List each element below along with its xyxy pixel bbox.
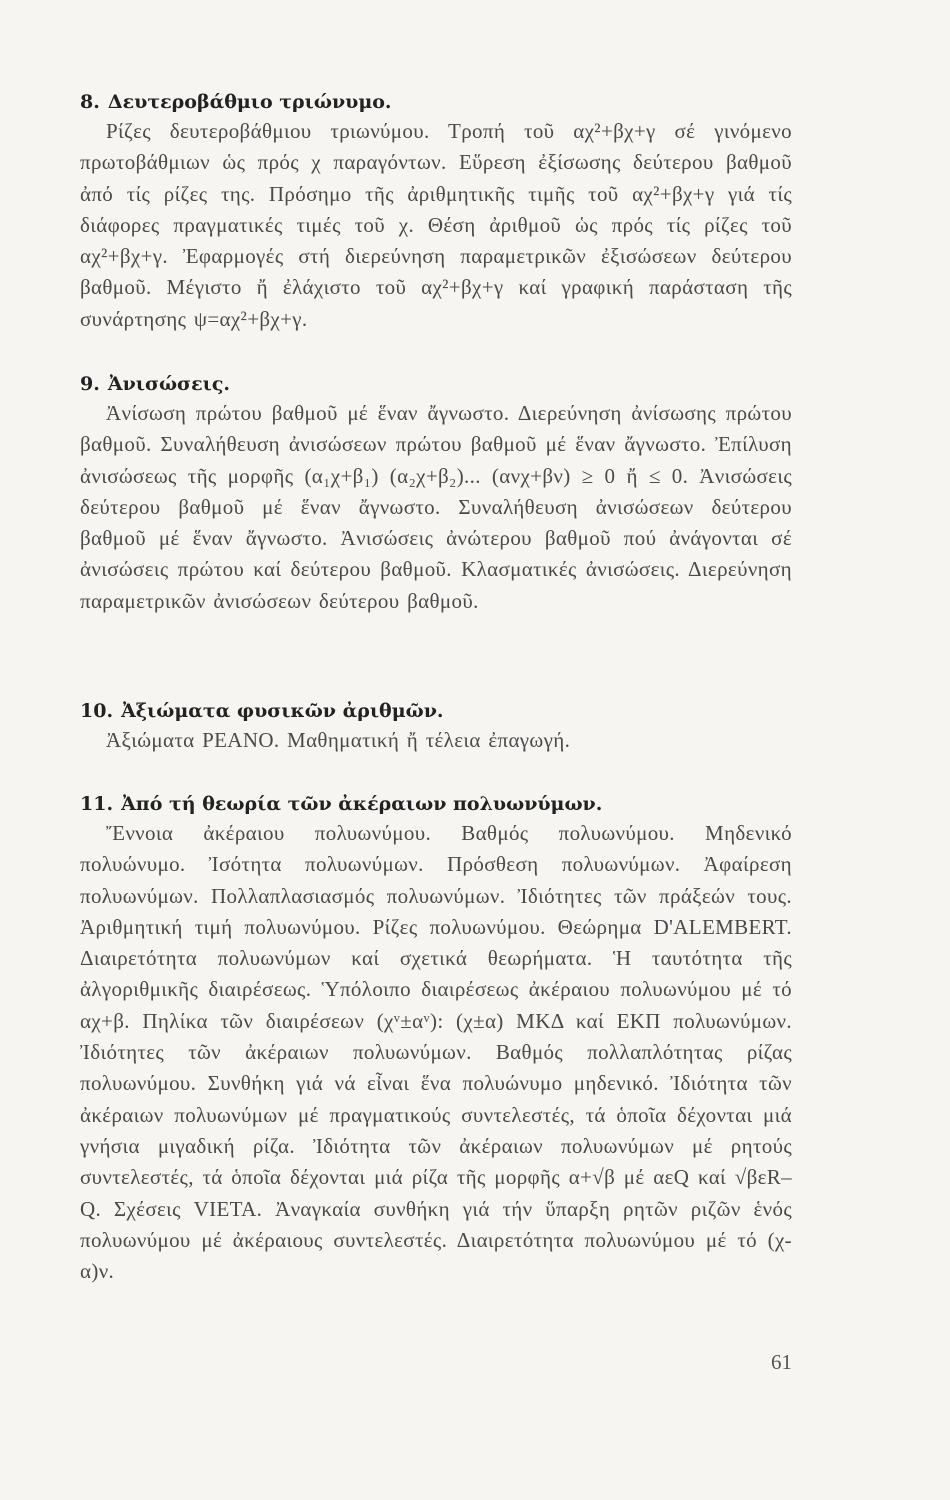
section-body: Ἀξιώματα PEANO. Μαθηματική ἤ τέλεια ἐπαγωγή.: [106, 728, 571, 752]
section-title: Ἀνισώσεις.: [107, 373, 230, 395]
section-10: [80, 697, 792, 756]
section-number: 9.: [80, 373, 100, 395]
section-heading: [80, 370, 792, 398]
section-title: Δευτεροβάθμιο τριώνυμο.: [107, 91, 392, 113]
section-body: Ἔννοια ἀκέραιου πολυωνύμου. Βαθμός πολυωνύμου. Μηδενικό πολυώνυμο. Ἰσότητα πολυωνύμων. Πρόσθεση πολυωνύμων. Ἀφαίρεση πολυωνύμων. Πολλαπλασιασμός πολυωνύμων. Ἰδιότητες τῶν πράξεών τους. Ἀριθμητική τιμή πολυωνύμου. Ρίζες πολυωνύμου. Θεώρημα D'ALEMBERT. Διαιρετότητα πολυωνύμων καί σχετικά θεωρήματα. Ἡ ταυτότητα τῆς ἀλγοριθμικῆς διαιρέσεως. Ὑπόλοιπο διαιρέσεως ἀκέραιου πολυωνύμου μέ τό αχ+β. Πηλίκα τῶν διαιρέσεων (χᵛ±αᵛ): (χ±α) ΜΚΔ καί ΕΚΠ πολυωνύμων. Ἰδιότητες τῶν ἀκέραιων πολυωνύμων. Βαθμός πολλαπλότητας ρίζας πολυωνύμου. Συνθήκη γιά νά εἶναι ἕνα πολυώνυμο μηδενικό. Ἰδιότητα τῶν ἀκέραιων πολυωνύμων μέ πραγματικούς συντελεστές, τά ὁποῖα δέχονται μιά γνήσια μιγαδική ρίζα. Ἰδιότητα τῶν ἀκέραιων πολυωνύμων μέ ρητούς συντελεστές, τά ὁποῖα δέχονται μιά ρίζα τῆς μορφῆς α+√β μέ αεQ καί √βεR–Q. Σχέσεις VIETA. Ἀναγκαία συνθήκη γιά τήν ὕπαρξη ρητῶν ριζῶν ἑνός πολυωνύμου μέ ἀκέραιους συντελεστές. Διαιρετότητα πολυωνύμου μέ τό (χ-α)ν.: [80, 821, 792, 1284]
section-11: [80, 790, 792, 1287]
section-number: 10.: [80, 700, 114, 722]
page-number: 61: [771, 1350, 792, 1374]
section-number: 11.: [80, 793, 114, 815]
section-title: Ἀξιώματα φυσικῶν ἀριθμῶν.: [121, 700, 444, 722]
section-heading: [80, 790, 792, 818]
section-heading: [80, 88, 792, 116]
section-9: [80, 370, 792, 617]
section-title: Ἀπό τή θεωρία τῶν ἀκέραιων πολυωνύμων.: [121, 793, 603, 815]
section-number: 8.: [80, 91, 100, 113]
section-8: [80, 88, 792, 335]
section-body: Ἀνίσωση πρώτου βαθμοῦ μέ ἕναν ἄγνωστο. Διερεύνηση ἀνίσωσης πρώτου βαθμοῦ. Συναλήθευση ἀνισώσεων πρώτου βαθμοῦ μέ ἕναν ἄγνωστο. Ἐπίλυση ἀνισώσεως τῆς μορφῆς (α₁χ+β₁) (α₂χ+β₂)... (ανχ+βν) ≥ 0 ἤ ≤ 0. Ἀνισώσεις δεύτερου βαθμοῦ μέ ἕναν ἄγνωστο. Συναλήθευση ἀνισώσεων δεύτερου βαθμοῦ μέ ἕναν ἄγνωστο. Ἀνισώσεις ἀνώτερου βαθμοῦ πού ἀνάγονται σέ ἀνισώσεις πρώτου καί δεύτερου βαθμοῦ. Κλασματικές ἀνισώσεις. Διερεύνηση παραμετρικῶν ἀνισώσεων δεύτερου βαθμοῦ.: [80, 401, 792, 613]
section-heading: [80, 697, 792, 725]
section-body: Ρίζες δευτεροβάθμιου τριωνύμου. Τροπή τοῦ αχ²+βχ+γ σέ γινόμενο πρωτοβάθμιων ὡς πρός χ παραγόντων. Εὕρεση ἐξίσωσης δεύτερου βαθμοῦ ἀπό τίς ρίζες της. Πρόσημο τῆς ἀριθμητικῆς τιμῆς τοῦ αχ²+βχ+γ γιά τίς διάφορες πραγματικές τιμές τοῦ χ. Θέση ἀριθμοῦ ὡς πρός τίς ρίζες τοῦ αχ²+βχ+γ. Ἐφαρμογές στή διερεύνηση παραμετρικῶν ἐξισώσεων δεύτερου βαθμοῦ. Μέγιστο ἤ ἐλάχιστο τοῦ αχ²+βχ+γ καί γραφική παράσταση τῆς συνάρτησης ψ=αχ²+βχ+γ.: [80, 119, 792, 331]
